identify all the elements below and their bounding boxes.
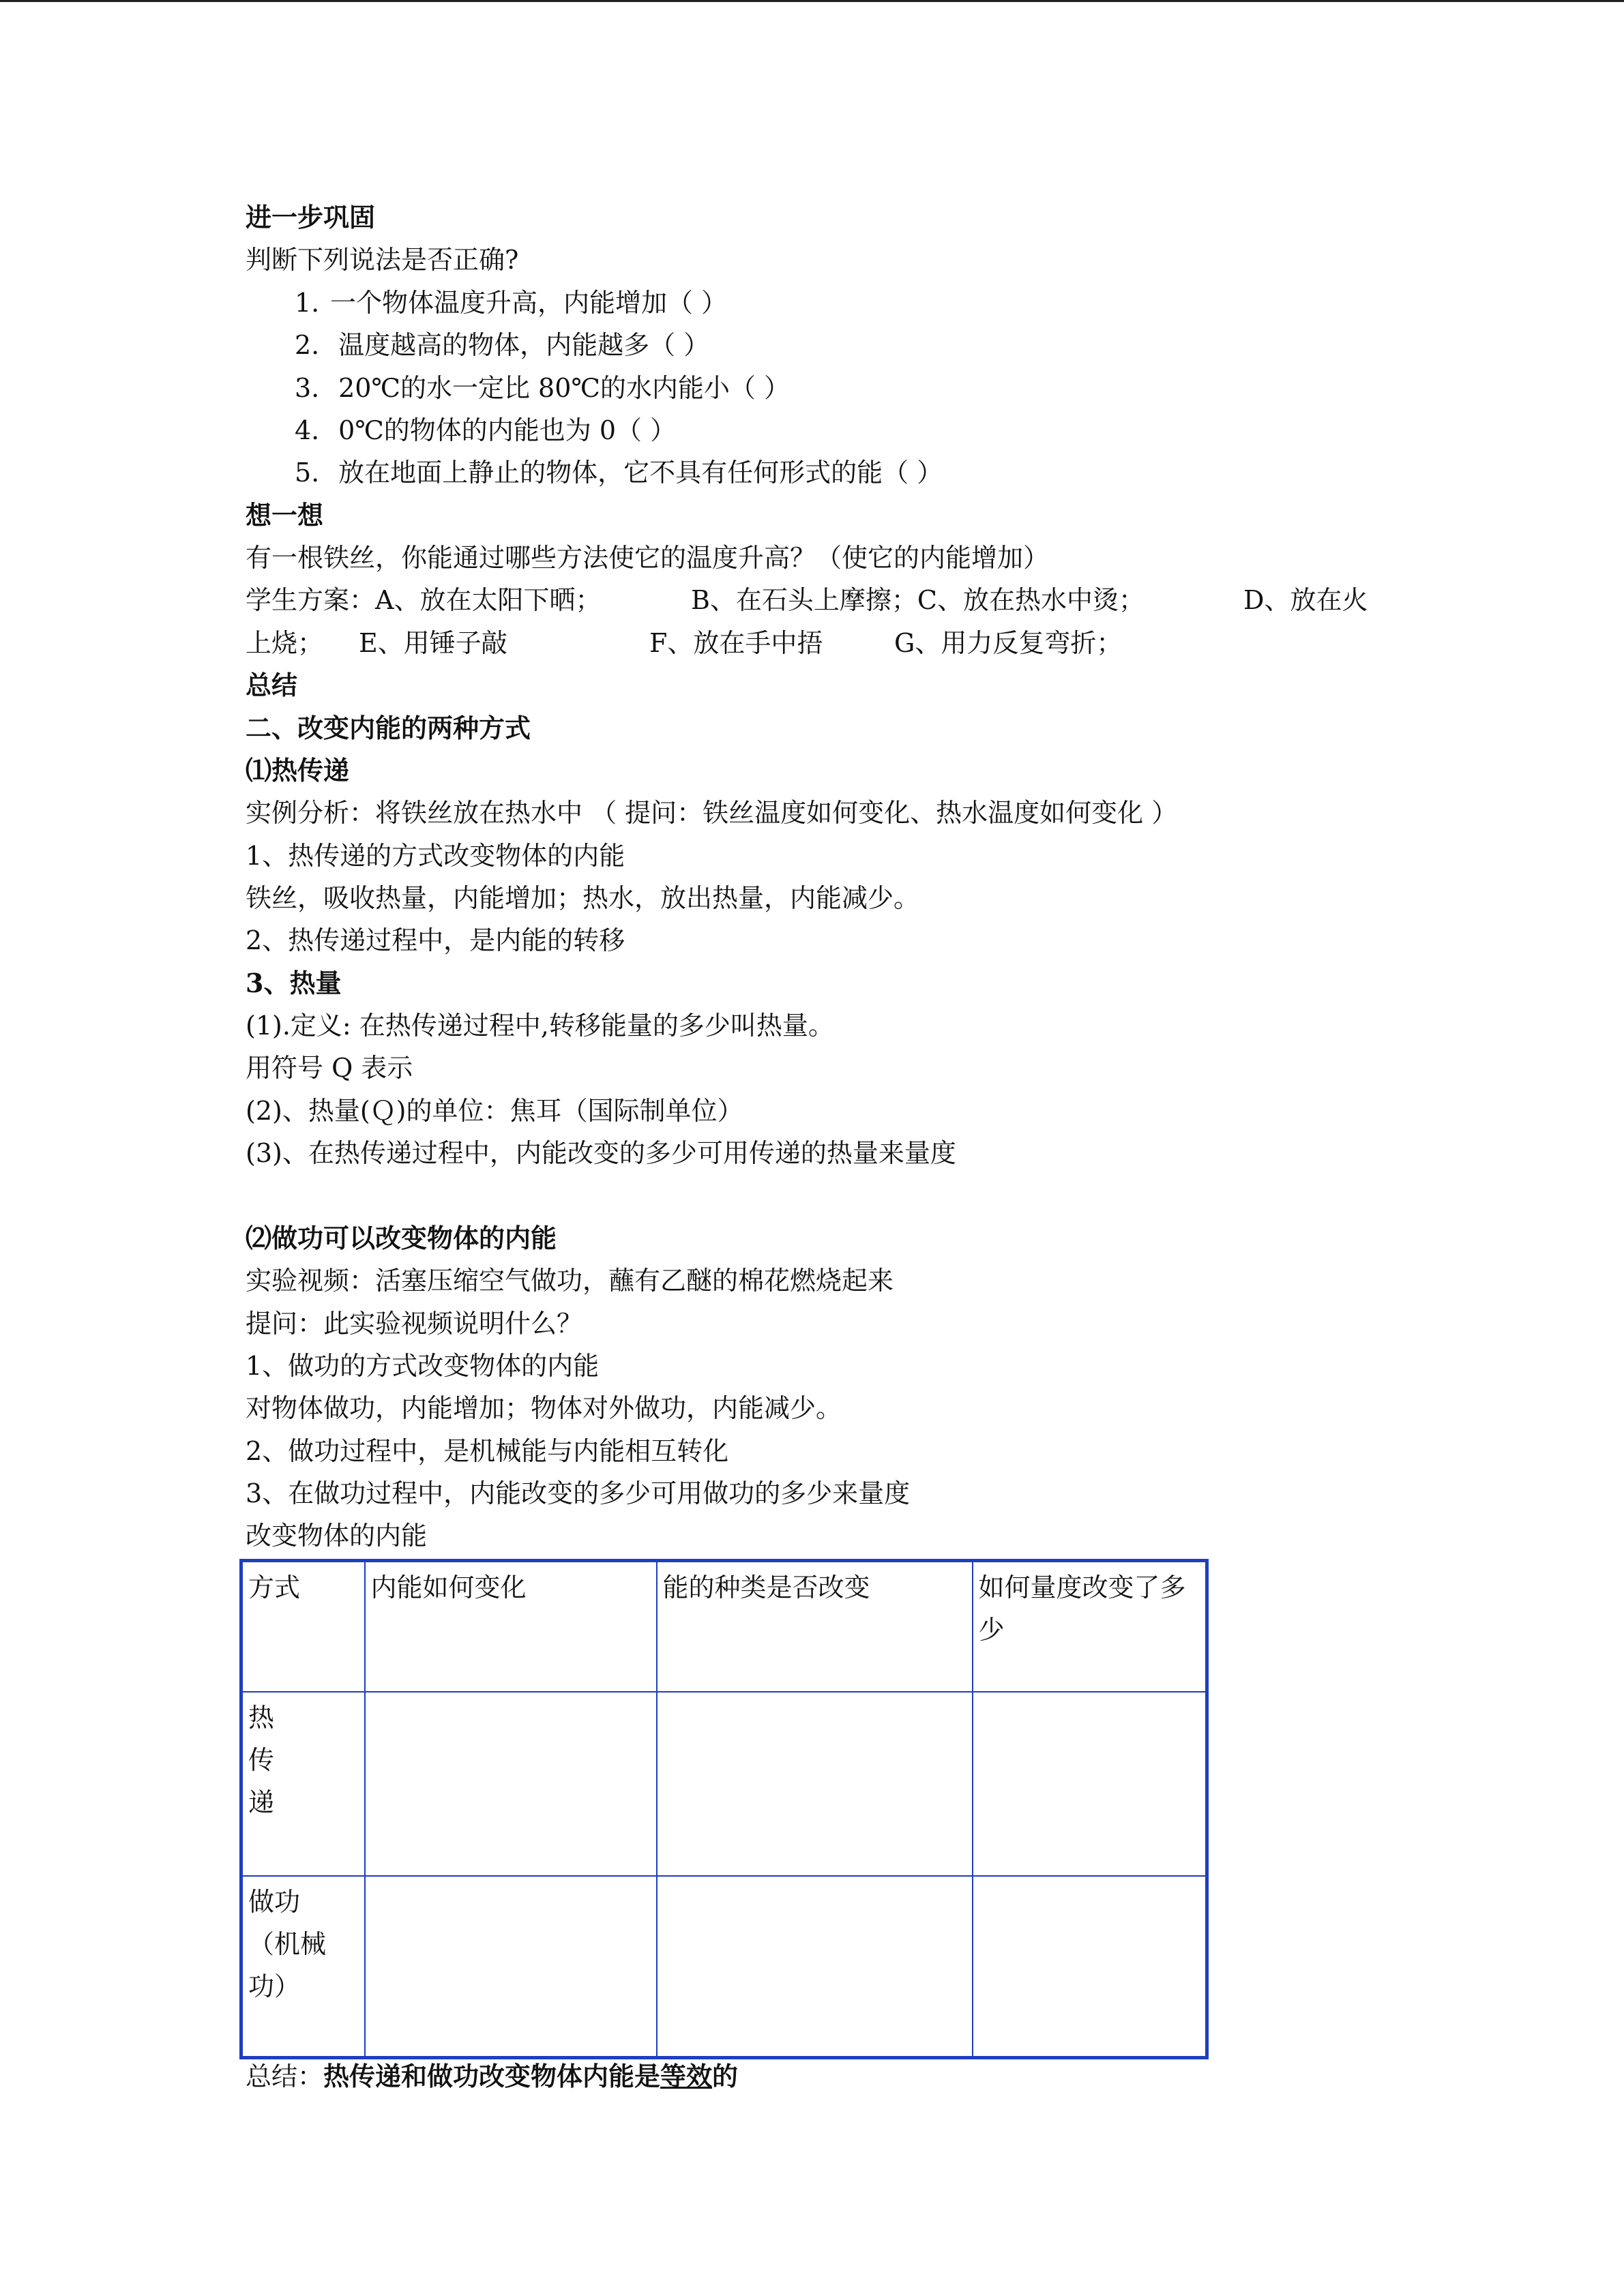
work-point-2: 对物体做功，内能增加；物体对外做功，内能减少。 [246, 1393, 842, 1423]
table-cell-empty [365, 1876, 657, 2058]
item-text: 20℃的水一定比 80℃的水内能小（ ） [330, 373, 790, 403]
table-row [241, 1692, 1207, 1876]
consolidate-heading: 进一步巩固 [246, 202, 376, 233]
header-cell-measure: 如何量度改变了多少 [973, 1561, 1207, 1692]
conclusion-underlined: 等效 [660, 2061, 713, 2091]
think-heading: 想一想 [246, 500, 324, 531]
table-cell-empty [657, 1692, 973, 1876]
item-text: 温度越高的物体，内能越多（ ） [330, 330, 710, 360]
item-number: 5. [295, 458, 320, 488]
table-cell-empty [365, 1692, 657, 1876]
work-video: 实验视频：活塞压缩空气做功，蘸有乙醚的棉花燃烧起来 [246, 1266, 894, 1296]
heat-transfer-example: 实例分析：将铁丝放在热水中 （ 提问：铁丝温度如何变化、热水温度如何变化 ） [246, 798, 1178, 828]
table-cell-empty [973, 1692, 1207, 1876]
heat-transfer-point-1: 1、热传递的方式改变物体的内能 [246, 841, 625, 871]
row-label-line: （机械 [248, 1928, 327, 1959]
work-heading: ⑵做功可以改变物体的内能 [246, 1223, 557, 1253]
row-label-line: 递 [248, 1787, 275, 1817]
conclusion-bold: 热传递和做功改变物体内能是 [323, 2061, 661, 2091]
think-question: 有一根铁丝，你能通过哪些方法使它的温度升高？（使它的内能增加） [246, 543, 1050, 573]
row-label-heat-transfer [241, 1692, 365, 1876]
plan-d: D、放在火 [1243, 585, 1368, 615]
work-point-4: 3、在做功过程中，内能改变的多少可用做功的多少来量度 [246, 1478, 911, 1508]
conclusion-suffix: 的 [712, 2061, 739, 2091]
plan-f: F、放在手中捂 [649, 628, 823, 658]
heat-transfer-point-3: 2、热传递过程中，是内能的转移 [246, 925, 625, 955]
list-item [295, 287, 727, 318]
two-ways-heading: 二、改变内能的两种方式 [246, 713, 531, 743]
list-item [295, 457, 943, 488]
list-item [295, 372, 790, 404]
student-plan-line-2 [246, 627, 1200, 659]
table-row [241, 1876, 1207, 2058]
page-top-border [0, 0, 1624, 2]
header-cell-energy-type: 能的种类是否改变 [657, 1561, 973, 1692]
heat-unit: (2)、热量(Ｑ)的单位：焦耳（国际制单位） [246, 1096, 743, 1126]
heat-heading: 3、热量 [246, 968, 342, 998]
heat-definition: (1).定义: 在热传递过程中,转移能量的多少叫热量。 [246, 1011, 834, 1041]
item-number: 1. [295, 288, 320, 318]
plan-g: G、用力反复弯折； [894, 628, 1123, 658]
work-question: 提问：此实验视频说明什么？ [246, 1309, 583, 1339]
heat-symbol: 用符号 Q 表示 [246, 1053, 413, 1083]
consolidate-prompt: 判断下列说法是否正确? [246, 245, 519, 275]
work-point-3: 2、做功过程中，是机械能与内能相互转化 [246, 1436, 729, 1466]
row-label-line: 热 [248, 1702, 275, 1733]
row-label-work [241, 1876, 365, 2058]
table-header-row [241, 1561, 1207, 1692]
row-label-line: 功） [248, 1971, 301, 2001]
heat-measure: (3)、在热传递过程中，内能改变的多少可用传递的热量来量度 [246, 1138, 956, 1168]
item-number: 2. [295, 330, 320, 360]
plan-b-c: B、在石头上摩擦；C、放在热水中烫； [691, 585, 1145, 615]
list-item [295, 415, 676, 446]
table-title: 改变物体的内能 [246, 1521, 428, 1551]
header-cell-change: 内能如何变化 [365, 1561, 657, 1692]
work-point-1: 1、做功的方式改变物体的内能 [246, 1351, 600, 1381]
summary-heading: 总结 [246, 670, 298, 700]
list-item [295, 329, 709, 361]
plan-a: 学生方案：A、放在太阳下晒； [246, 585, 602, 615]
row-label-line: 做功 [248, 1886, 301, 1917]
table-cell-empty [973, 1876, 1207, 2058]
student-plan-line-1 [246, 584, 1391, 616]
item-text: 放在地面上静止的物体，它不具有任何形式的能（ ） [330, 458, 943, 488]
header-cell-method: 方式 [241, 1561, 365, 1692]
plan-e: E、用锤子敲 [359, 628, 507, 658]
item-text: 一个物体温度升高，内能增加（ ） [330, 288, 728, 318]
item-number: 4. [295, 415, 320, 445]
table-cell-empty [657, 1876, 973, 2058]
comparison-table [239, 1559, 1209, 2059]
item-number: 3. [295, 373, 320, 403]
heat-transfer-point-2: 铁丝，吸收热量，内能增加；热水，放出热量，内能减少。 [246, 883, 920, 913]
plan-d-cont: 上烧； [246, 628, 324, 658]
conclusion-line [246, 2061, 738, 2092]
item-text: 0℃的物体的内能也为 0（ ） [330, 415, 677, 445]
row-label-line: 传 [248, 1744, 275, 1775]
conclusion-prefix: 总结： [246, 2061, 324, 2091]
heat-transfer-heading: ⑴热传递 [246, 755, 350, 786]
